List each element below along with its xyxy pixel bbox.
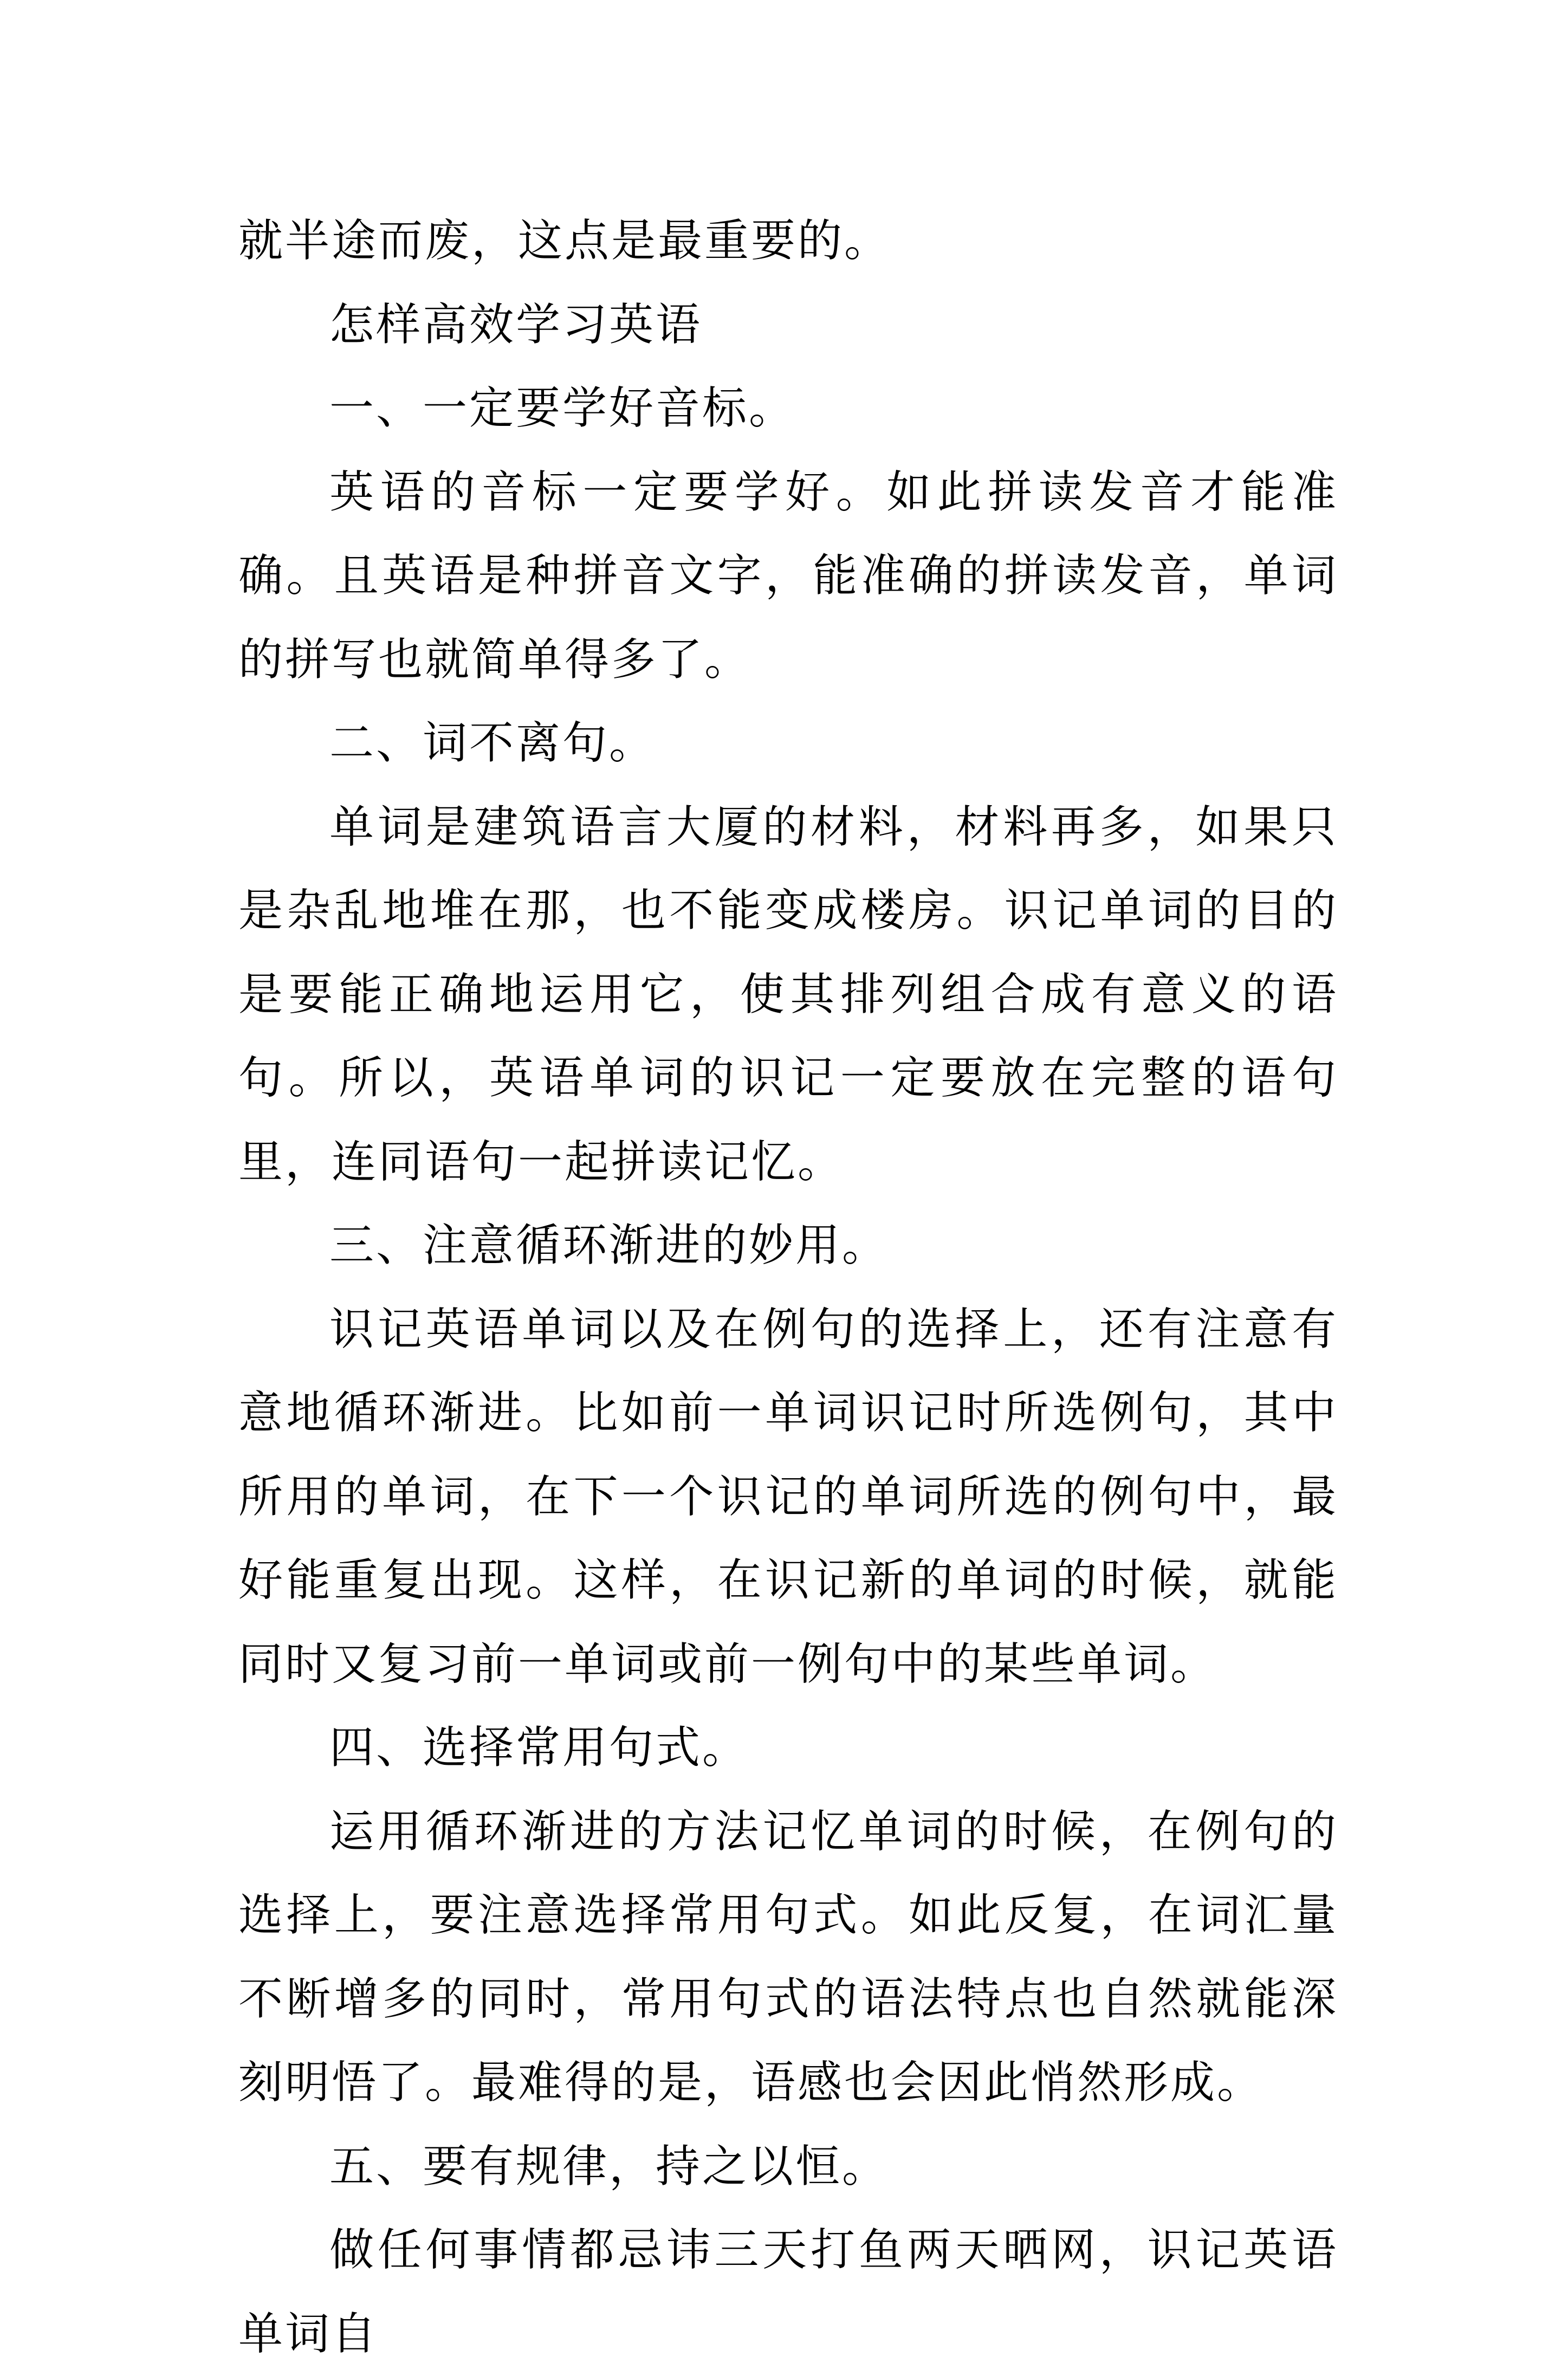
document-body <box>238 199 1338 2376</box>
heading-2: 二、词不离句。 <box>329 717 656 769</box>
heading-4: 四、选择常用句式。 <box>329 1722 749 1773</box>
heading-1: 一、一定要学好音标。 <box>329 383 796 434</box>
heading-3: 三、注意循环渐进的妙用。 <box>329 1220 889 1271</box>
paragraph: 做任何事情都忌讳三天打鱼两天晒网，识记英语单词自 <box>238 2224 1338 2360</box>
paragraph: 单词是建筑语言大厦的材料，材料再多，如果只是杂乱地堆在那，也不能变成楼房。识记单词的目的是要能正确地运用它，使其排列组合成有意义的语句。所以，英语单词的识记一定要放在完整的语句里，连同语句一起拼读记忆。 <box>238 801 1338 1188</box>
heading-5: 五、要有规律，持之以恒。 <box>329 2140 889 2192</box>
paragraph-continuation: 就半途而废，这点是最重要的。 <box>238 215 891 267</box>
paragraph: 识记英语单词以及在例句的选择上，还有注意有意地循环渐进。比如前一单词识记时所选例句，其中所用的单词，在下一个识记的单词所选的例句中，最好能重复出现。这样，在识记新的单词的时候，就能同时又复习前一单词或前一例句中的某些单词。 <box>238 1303 1338 1690</box>
section-title: 怎样高效学习英语 <box>329 299 703 351</box>
paragraph: 运用循环渐进的方法记忆单词的时候，在例句的选择上，要注意选择常用句式。如此反复，在词汇量不断增多的同时，常用句式的语法特点也自然就能深刻明悟了。最难得的是，语感也会因此悄然形成。 <box>238 1805 1338 2108</box>
paragraph: 英语的音标一定要学好。如此拼读发音才能准确。且英语是种拼音文字，能准确的拼读发音，单词的拼写也就简单得多了。 <box>238 466 1338 685</box>
